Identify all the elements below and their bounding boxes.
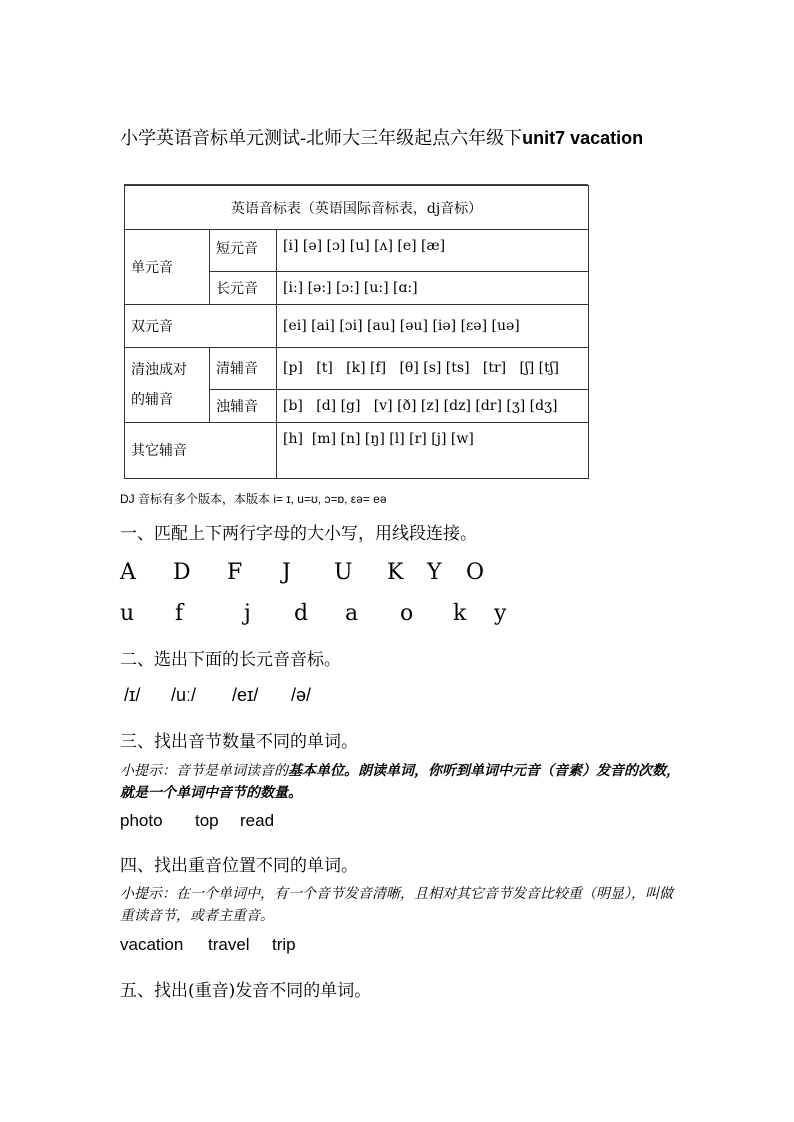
voiceless-consonants: [p] [t] [k] [f] [θ] [s] [ts] [tr] [ʃ] [tʃ] bbox=[277, 347, 589, 389]
section4-heading: 四、找出重音位置不同的单词。 bbox=[120, 856, 358, 876]
other-consonants: [h] [m] [n] [ŋ] [l] [r] [j] [w] bbox=[277, 422, 589, 478]
title-cn: 小学英语音标单元测试-北师大三年级起点六年级下 bbox=[120, 128, 523, 149]
uppercase-letter: K bbox=[387, 560, 404, 585]
dj-version-note: DJ 音标有多个版本，本版本 i= ɪ, u=ʊ, ɔ=ɒ, εə= eə bbox=[120, 492, 387, 506]
ipa-option: /eɪ/ bbox=[232, 685, 259, 705]
word: vacation bbox=[120, 935, 184, 954]
uppercase-letter: F bbox=[227, 560, 243, 585]
monophthong-label: 单元音 bbox=[125, 230, 210, 305]
section1-heading: 一、匹配上下两行字母的大小写，用线段连接。 bbox=[120, 524, 477, 544]
lowercase-letter: d bbox=[294, 601, 309, 626]
lowercase-letter: j bbox=[244, 601, 251, 626]
lowercase-letter: a bbox=[345, 601, 359, 626]
diphthong-label: 双元音 bbox=[125, 305, 277, 347]
long-vowel-label: 长元音 bbox=[210, 272, 277, 305]
voiced-label: 浊辅音 bbox=[210, 389, 277, 422]
uppercase-letter: D bbox=[173, 560, 191, 585]
ipa-option: /ɪ/ bbox=[124, 685, 141, 705]
word: top bbox=[195, 811, 219, 830]
table-header: 英语音标表（英语国际音标表，dj音标） bbox=[125, 186, 589, 230]
word: travel bbox=[208, 935, 250, 954]
short-vowel-label: 短元音 bbox=[210, 230, 277, 272]
lowercase-letter: k bbox=[453, 601, 467, 626]
page-title bbox=[120, 124, 643, 150]
title-en: unit7 vacation bbox=[522, 128, 644, 148]
hint3-bold: 基本单位。朗读单词，你听到单词中元音（音素）发音的次数，就是一个单词中音节的数量。 bbox=[120, 763, 680, 801]
word: read bbox=[240, 811, 275, 830]
pair-label-line2: 的辅音 bbox=[131, 391, 173, 408]
hint3-prefix: 小提示：音节是单词读音的 bbox=[120, 763, 288, 779]
section3-heading: 三、找出音节数量不同的单词。 bbox=[120, 732, 358, 752]
section5-heading: 五、找出(重音)发音不同的单词。 bbox=[120, 981, 372, 1001]
section3-hint bbox=[120, 760, 680, 804]
paired-consonant-label bbox=[125, 347, 210, 422]
short-vowels: [i] [ə] [ɔ] [u] [ʌ] [e] [æ] bbox=[277, 230, 589, 272]
uppercase-letter: A bbox=[120, 560, 136, 585]
long-vowels: [i:] [ə:] [ɔ:] [u:] [ɑ:] bbox=[277, 272, 589, 305]
uppercase-letter: U bbox=[334, 560, 353, 585]
voiced-consonants: [b] [d] [g] [v] [ð] [z] [dz] [dr] [ʒ] [dʒ] bbox=[277, 389, 589, 422]
other-consonant-label: 其它辅音 bbox=[125, 422, 277, 478]
ipa-option: /ə/ bbox=[291, 685, 312, 705]
lowercase-letter: u bbox=[120, 601, 135, 626]
lowercase-letter: o bbox=[400, 601, 414, 626]
diphthongs: [ei] [ai] [ɔi] [au] [əu] [iə] [εə] [uə] bbox=[277, 305, 589, 347]
voiceless-label: 清辅音 bbox=[210, 347, 277, 389]
uppercase-letter: J bbox=[282, 560, 291, 585]
word: trip bbox=[272, 935, 296, 954]
uppercase-letter: Y bbox=[427, 560, 442, 585]
lowercase-letter: y bbox=[494, 601, 507, 626]
pair-label-line1: 清浊成对 bbox=[131, 361, 187, 378]
ipa-option: /uː/ bbox=[171, 685, 197, 705]
section2-heading: 二、选出下面的长元音音标。 bbox=[120, 650, 341, 670]
word: photo bbox=[120, 811, 163, 830]
uppercase-letter: O bbox=[466, 560, 485, 585]
ipa-chart-table bbox=[124, 185, 589, 479]
lowercase-letter: f bbox=[175, 601, 184, 626]
section4-hint: 小提示：在一个单词中，有一个音节发音清晰，且相对其它音节发音比较重（明显），叫做重读音节，或者主重音。 bbox=[120, 886, 673, 924]
